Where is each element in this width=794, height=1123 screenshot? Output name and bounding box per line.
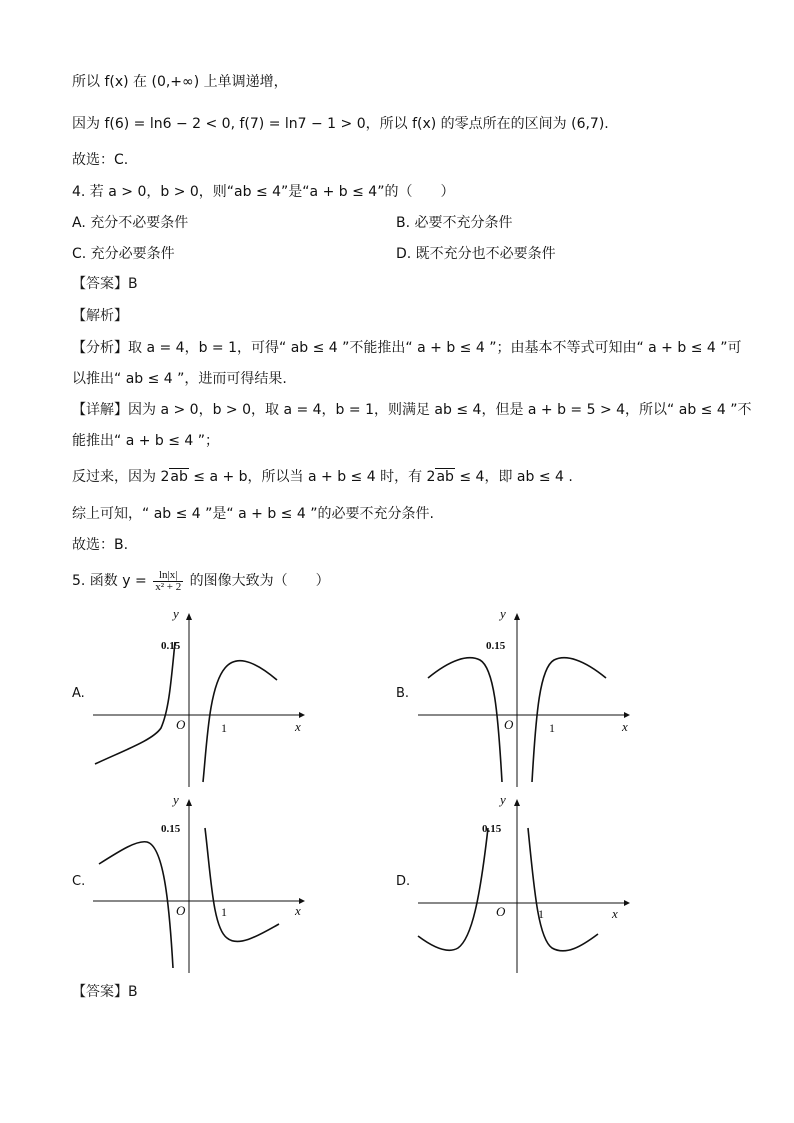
- graph-d-tick-1: 1: [538, 907, 544, 921]
- q5-numerator: ln|x|: [153, 570, 183, 582]
- analysis-label: 【解析】: [72, 308, 128, 324]
- converse-line: [72, 467, 573, 487]
- text-line-choose-b: 故选：B.: [72, 537, 129, 553]
- detail-line-1: 【详解】因为 a > 0，b > 0，取 a = 4，b = 1，则满足 ab ≤ 4，但是 a + b = 5 > 4，所以“ ab ≤ 4 ”不: [72, 402, 752, 418]
- graph-c-tick-1: 1: [221, 905, 227, 919]
- text-line-monotonic: 所以 f(x) 在 (0,+∞) 上单调递增，: [72, 74, 288, 90]
- text-line-choose-c: 故选：C.: [72, 152, 129, 168]
- q4-option-d: D. 既不充分也不必要条件: [396, 246, 556, 262]
- q4-option-c: C. 充分必要条件: [72, 246, 175, 262]
- graph-b-y-label: y: [500, 606, 506, 621]
- graph-c-svg: [85, 788, 315, 973]
- detail-line-2: 能推出“ a + b ≤ 4 ”；: [72, 433, 220, 449]
- q4-option-a: A. 充分不必要条件: [72, 215, 189, 231]
- question-4: 4. 若 a > 0，b > 0，则“ab ≤ 4”是“a + b ≤ 4”的（ ）: [72, 184, 455, 200]
- graph-d-x-label: x: [612, 906, 618, 921]
- graph-c-y-label: y: [173, 792, 179, 807]
- question-5: [72, 566, 330, 596]
- graph-c-origin: O: [176, 903, 186, 918]
- graph-b: [410, 602, 640, 787]
- graph-b-tick-015: 0.15: [486, 640, 506, 652]
- answer-label-q5: 【答案】B: [72, 984, 138, 1000]
- graph-a-svg: [85, 602, 315, 787]
- graph-a-y-label: y: [173, 606, 179, 621]
- converse-part-2: ≤ a + b，所以当 a + b ≤ 4 时，有 2: [188, 469, 436, 485]
- analysis-line-2: 以推出“ ab ≤ 4 ”，进而可得结果.: [72, 371, 287, 387]
- graph-b-origin: O: [504, 717, 514, 732]
- analysis-line-1: 【分析】取 a = 4，b = 1，可得“ ab ≤ 4 ”不能推出“ a + b ≤ 4 ”；由基本不等式可知由“ a + b ≤ 4 ”可: [72, 340, 742, 356]
- q5-fraction: [153, 570, 183, 593]
- graph-label-a: A.: [72, 686, 85, 701]
- graph-c-x-label: x: [295, 903, 301, 918]
- sqrt-ab-1: ab: [170, 469, 188, 485]
- graph-label-d: D.: [396, 874, 411, 889]
- text-line-zero-interval: 因为 f(6) = ln6 − 2 < 0, f(7) = ln7 − 1 > 0，所以 f(x) 的零点所在的区间为 (6,7).: [72, 116, 609, 132]
- answer-label-q4: 【答案】B: [72, 276, 138, 292]
- conclusion-line: 综上可知，“ ab ≤ 4 ”是“ a + b ≤ 4 ”的必要不充分条件.: [72, 506, 434, 522]
- graph-a: [85, 602, 315, 787]
- graph-d: [410, 788, 640, 973]
- graph-a-x-label: x: [295, 719, 301, 734]
- graph-b-tick-1: 1: [549, 721, 555, 735]
- graph-a-tick-1: 1: [221, 721, 227, 735]
- graph-a-tick-015: 0.15: [161, 640, 181, 652]
- graph-a-origin: O: [176, 717, 186, 732]
- graph-d-svg: [410, 788, 640, 973]
- q5-suffix: 的图像大致为（ ）: [189, 573, 330, 589]
- graph-b-x-label: x: [622, 719, 628, 734]
- graph-d-y-label: y: [500, 792, 506, 807]
- graph-b-svg: [410, 602, 640, 787]
- graph-c-tick-015: 0.15: [161, 823, 181, 835]
- graph-label-c: C.: [72, 874, 86, 889]
- graph-d-tick-015: 0.15: [482, 823, 502, 835]
- converse-part-1: 反过来，因为 2: [72, 469, 170, 485]
- graph-c: [85, 788, 315, 973]
- sqrt-ab-2: ab: [436, 469, 454, 485]
- converse-part-3: ≤ 4，即 ab ≤ 4 .: [454, 469, 573, 485]
- q4-option-b: B. 必要不充分条件: [396, 215, 513, 231]
- q5-prefix: 5. 函数 y =: [72, 573, 147, 589]
- graph-label-b: B.: [396, 686, 410, 701]
- q5-denominator: x² + 2: [155, 580, 182, 593]
- graph-d-origin: O: [496, 904, 506, 919]
